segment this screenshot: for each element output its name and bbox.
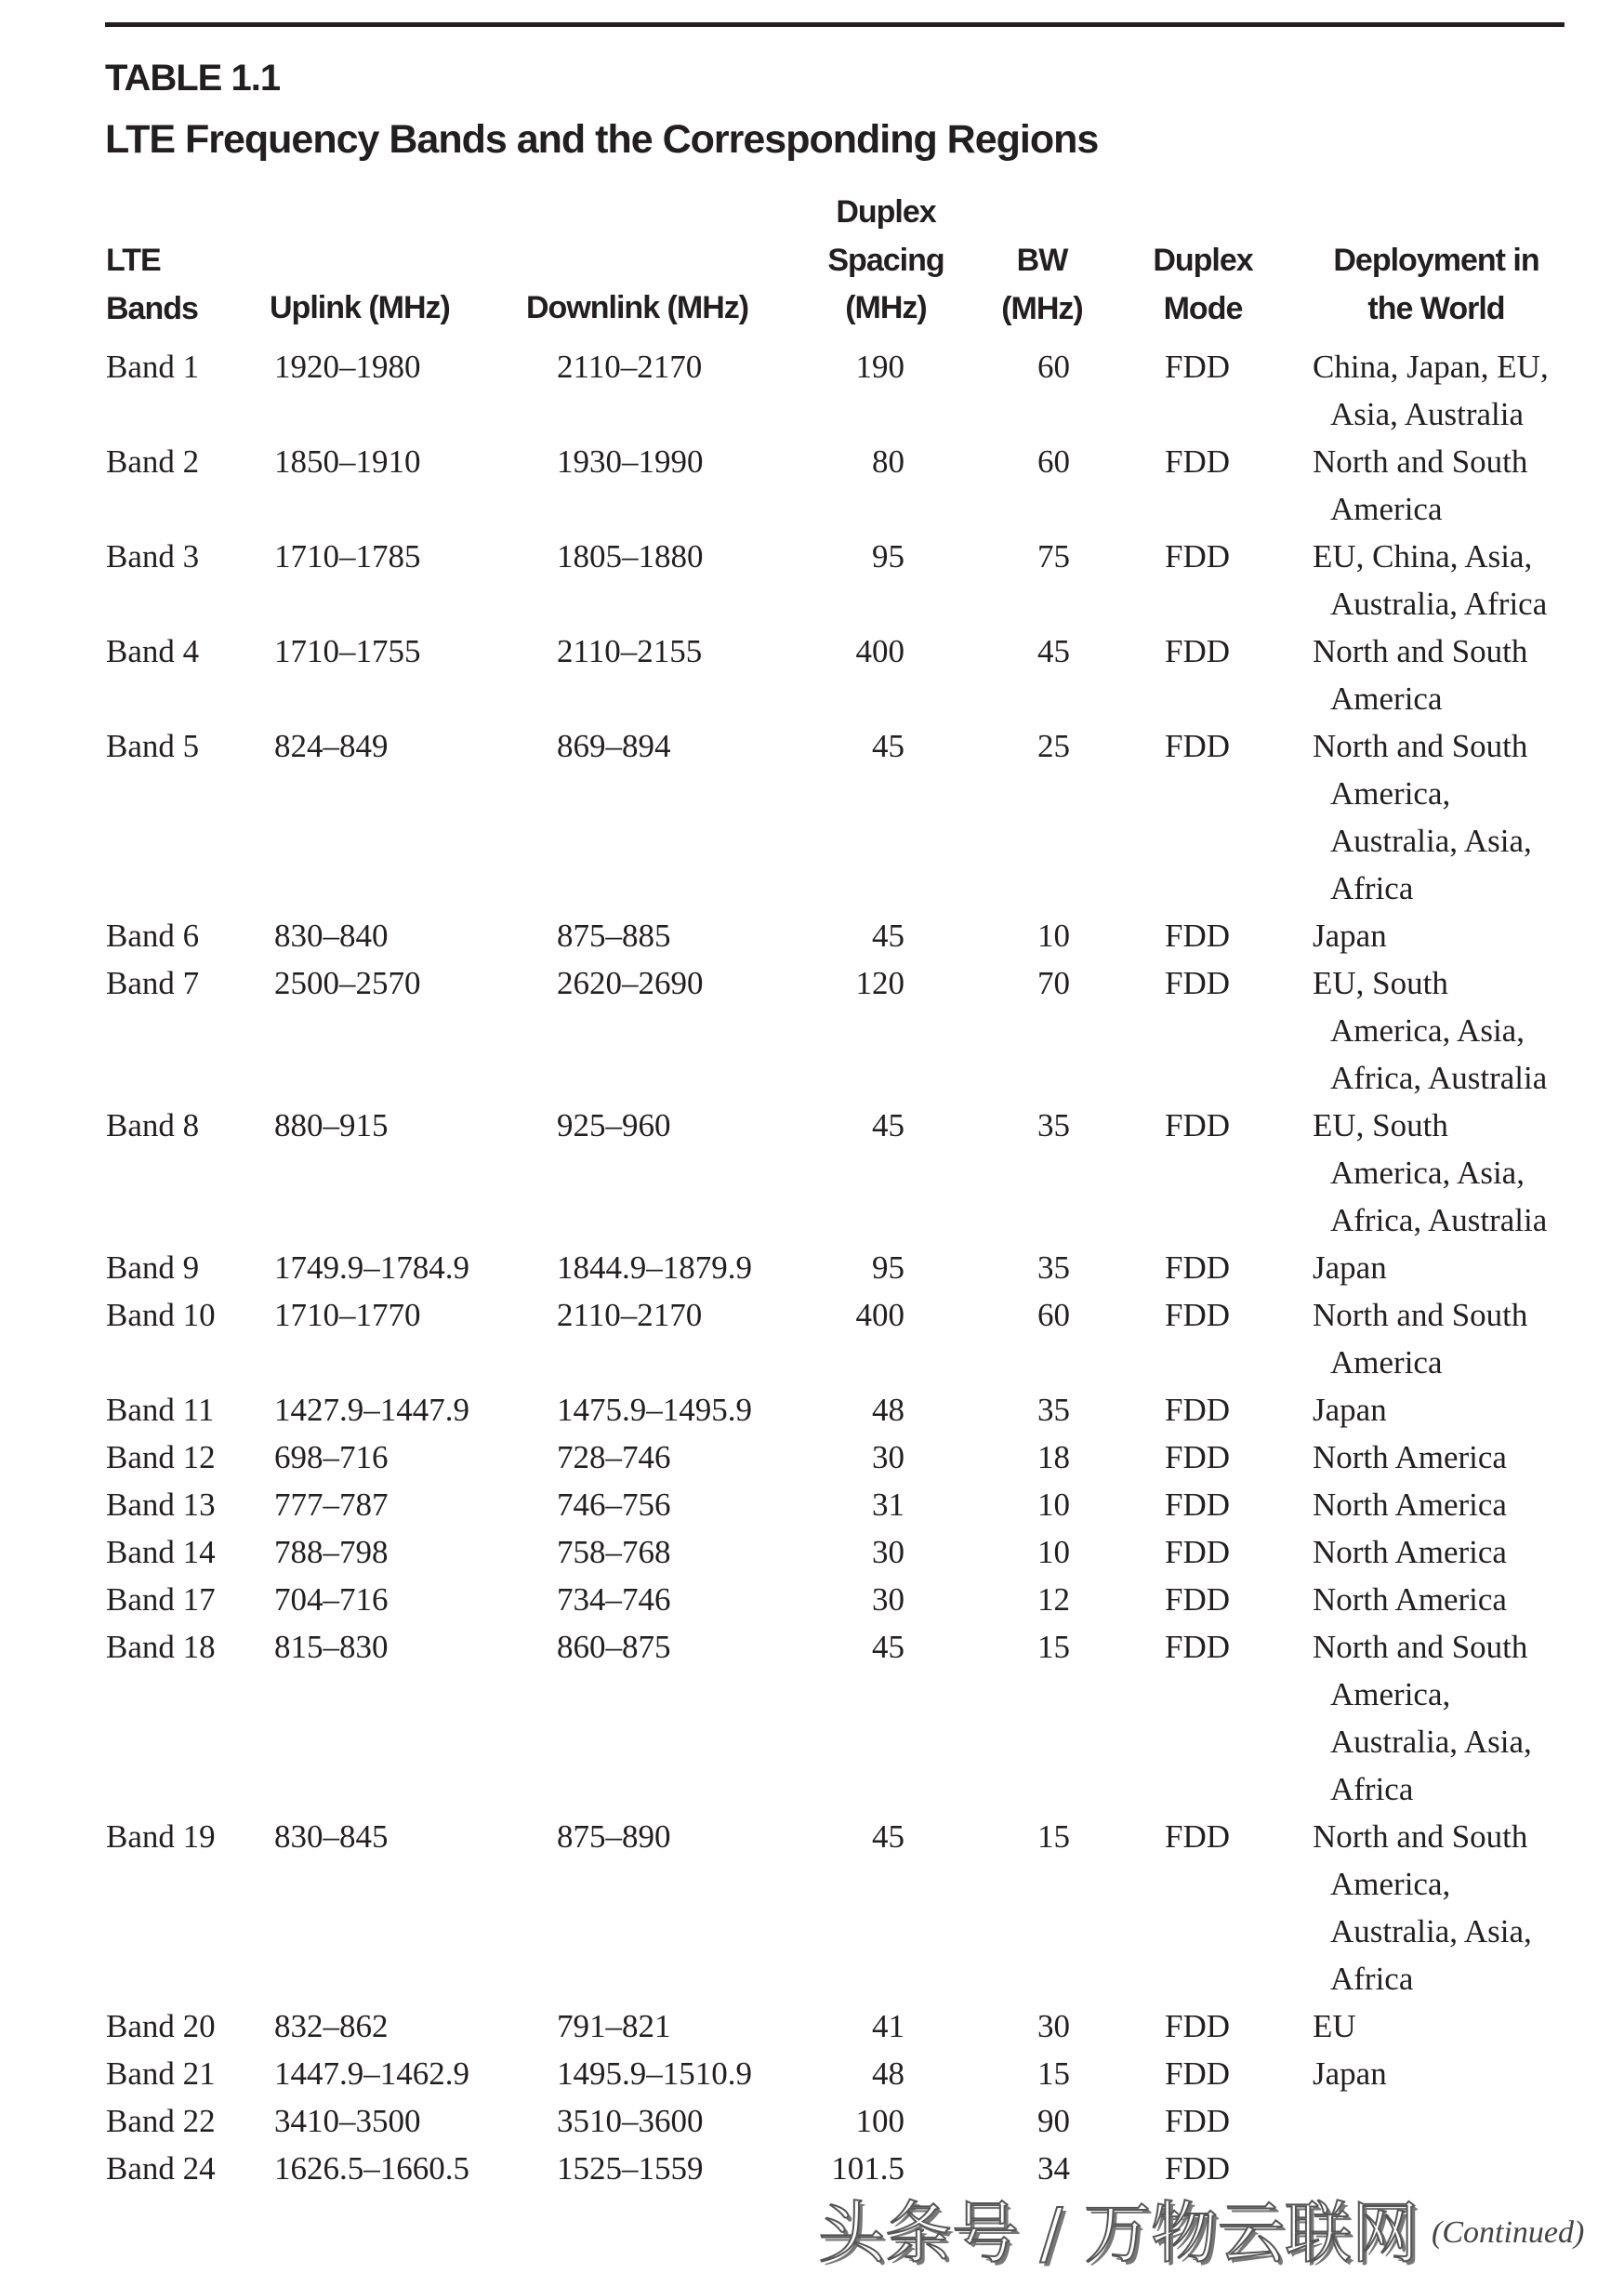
deployment-line: North America: [1313, 1534, 1507, 1570]
cell-spacing: 48: [872, 1392, 904, 1428]
cell-spacing: 190: [855, 349, 904, 385]
cell-uplink: 1447.9–1462.9: [274, 2055, 469, 2092]
cell-mode: FDD: [1165, 728, 1231, 764]
cell-band: Band 7: [106, 965, 200, 1001]
cell-band: Band 1: [106, 349, 200, 385]
cell-spacing: 400: [855, 633, 904, 669]
cell-deployment: [1313, 1481, 1624, 1528]
cell-spacing: 31: [872, 1487, 904, 1523]
cell-deployment: [1313, 2097, 1624, 2145]
deployment-line: North and South: [1313, 443, 1528, 480]
cell-mode: FDD: [1165, 2103, 1231, 2139]
cell-mode: FDD: [1165, 1439, 1231, 1475]
cell-deployment: [1313, 343, 1624, 438]
continued-note: (Continued): [1432, 2215, 1585, 2250]
cell-uplink: 1710–1785: [274, 538, 421, 575]
table-row: [0, 438, 1624, 533]
cell-downlink: 860–875: [557, 1629, 671, 1665]
cell-uplink: 2500–2570: [274, 965, 421, 1001]
cell-bw: 45: [1037, 633, 1070, 669]
cell-mode: FDD: [1165, 1629, 1231, 1665]
cell-band: Band 18: [106, 1629, 216, 1665]
table-row: [0, 2145, 1624, 2192]
deployment-line: EU, China, Asia,: [1313, 538, 1533, 575]
cell-bw: 15: [1037, 1818, 1070, 1855]
cell-bw: 75: [1037, 538, 1070, 575]
cell-deployment: [1313, 628, 1624, 722]
deployment-line: [1313, 2145, 1624, 2192]
cell-spacing: 30: [872, 1439, 904, 1475]
cell-uplink: 704–716: [274, 1581, 389, 1618]
cell-bw: 10: [1037, 1487, 1070, 1523]
deployment-line: America,: [1330, 1866, 1451, 1902]
deployment-line: Africa, Australia: [1330, 1060, 1548, 1096]
cell-mode: FDD: [1165, 1818, 1231, 1855]
cell-deployment: [1313, 1244, 1624, 1291]
cell-spacing: 30: [872, 1534, 904, 1570]
cell-downlink: 2110–2170: [557, 349, 703, 385]
table-row: [0, 2050, 1624, 2097]
deployment-line: America, Asia,: [1330, 1155, 1525, 1191]
cell-mode: FDD: [1165, 443, 1231, 480]
cell-bw: 34: [1037, 2150, 1070, 2187]
table-row: [0, 2097, 1624, 2145]
deployment-line: Japan: [1313, 1249, 1387, 1286]
header-bw-line: BW: [1016, 243, 1068, 278]
table-row: [0, 1291, 1624, 1386]
cell-spacing: 30: [872, 1581, 904, 1618]
cell-mode: FDD: [1165, 1249, 1231, 1286]
deployment-line: Africa, Australia: [1330, 1202, 1548, 1238]
cell-uplink: 698–716: [274, 1439, 389, 1475]
header-downlink: Downlink (MHz): [526, 290, 749, 325]
cell-deployment: [1313, 959, 1624, 1102]
header-deployment: [1301, 237, 1571, 333]
cell-bw: 35: [1037, 1107, 1070, 1143]
cell-downlink: 791–821: [557, 2008, 671, 2044]
header-band-line: Bands: [106, 290, 198, 326]
deployment-line: Australia, Africa: [1330, 586, 1548, 622]
header-bw: [977, 237, 1107, 333]
deployment-line: Japan: [1313, 918, 1387, 954]
cell-bw: 60: [1037, 443, 1070, 480]
cell-deployment: [1313, 1291, 1624, 1386]
deployment-line: EU: [1313, 2008, 1356, 2044]
cell-uplink: 1749.9–1784.9: [274, 1249, 469, 1286]
cell-uplink: 1626.5–1660.5: [274, 2150, 469, 2187]
cell-deployment: [1313, 1386, 1624, 1434]
cell-uplink: 815–830: [274, 1629, 389, 1665]
cell-band: Band 10: [106, 1297, 216, 1333]
cell-deployment: [1313, 1576, 1624, 1623]
cell-deployment: [1313, 1434, 1624, 1481]
cell-mode: FDD: [1165, 538, 1231, 575]
cell-bw: 10: [1037, 918, 1070, 954]
table-row: [0, 1528, 1624, 1576]
cell-spacing: 45: [872, 728, 904, 764]
cell-deployment: [1313, 2050, 1624, 2097]
cell-bw: 70: [1037, 965, 1070, 1001]
cell-uplink: 1710–1755: [274, 633, 421, 669]
cell-mode: FDD: [1165, 2150, 1231, 2187]
cell-uplink: 880–915: [274, 1107, 389, 1143]
cell-bw: 10: [1037, 1534, 1070, 1570]
cell-uplink: 1920–1980: [274, 349, 421, 385]
cell-spacing: 41: [872, 2008, 904, 2044]
cell-spacing: 95: [872, 538, 904, 575]
cell-bw: 30: [1037, 2008, 1070, 2044]
cell-band: Band 20: [106, 2008, 216, 2044]
table-row: [0, 722, 1624, 912]
cell-bw: 15: [1037, 2055, 1070, 2092]
cell-band: Band 11: [106, 1392, 215, 1428]
header-spacing-line: Spacing: [827, 242, 944, 278]
cell-deployment: [1313, 1623, 1624, 1813]
cell-bw: 25: [1037, 728, 1070, 764]
table-row: [0, 912, 1624, 959]
deployment-line: America: [1330, 1344, 1443, 1381]
cell-band: Band 21: [106, 2055, 216, 2092]
table-row: [0, 1481, 1624, 1528]
deployment-line: America,: [1330, 1676, 1451, 1712]
deployment-line: EU, South: [1313, 1107, 1448, 1143]
cell-bw: 90: [1037, 2103, 1070, 2139]
cell-deployment: [1313, 722, 1624, 912]
deployment-line: Japan: [1313, 2055, 1387, 2092]
cell-mode: FDD: [1165, 1297, 1231, 1333]
cell-spacing: 48: [872, 2055, 904, 2092]
cell-uplink: 1710–1770: [274, 1297, 421, 1333]
deployment-line: Asia, Australia: [1330, 396, 1525, 432]
deployment-line: North and South: [1313, 728, 1528, 764]
cell-band: Band 8: [106, 1107, 200, 1143]
cell-bw: 18: [1037, 1439, 1070, 1475]
header-bw-line: (MHz): [1001, 290, 1083, 326]
cell-downlink: 1805–1880: [557, 538, 704, 575]
deployment-line: North and South: [1313, 1297, 1528, 1333]
table-row: [0, 1102, 1624, 1244]
cell-deployment: [1313, 438, 1624, 533]
header-deployment-line: Deployment in: [1333, 243, 1539, 278]
cell-deployment: [1313, 1528, 1624, 1576]
header-duplex-mode: [1129, 237, 1277, 333]
cell-downlink: 746–756: [557, 1487, 671, 1523]
cell-uplink: 830–840: [274, 918, 389, 954]
cell-spacing: 100: [855, 2103, 904, 2139]
cell-bw: 60: [1037, 1297, 1070, 1333]
cell-band: Band 6: [106, 918, 200, 954]
cell-deployment: [1313, 1813, 1624, 2002]
cell-uplink: 1427.9–1447.9: [274, 1392, 469, 1428]
cell-downlink: 2620–2690: [557, 965, 704, 1001]
cell-downlink: 2110–2155: [557, 633, 703, 669]
cell-band: Band 24: [106, 2150, 216, 2187]
deployment-line: Africa: [1330, 1771, 1414, 1807]
deployment-line: China, Japan, EU,: [1313, 349, 1549, 385]
cell-mode: FDD: [1165, 918, 1231, 954]
cell-band: Band 5: [106, 728, 200, 764]
header-mode-line: Mode: [1163, 290, 1243, 326]
cell-bw: 15: [1037, 1629, 1070, 1665]
cell-uplink: 832–862: [274, 2008, 389, 2044]
cell-bw: 35: [1037, 1392, 1070, 1428]
header-band: [106, 237, 198, 333]
cell-downlink: 734–746: [557, 1581, 671, 1618]
table-row: [0, 1813, 1624, 2002]
deployment-line: Africa: [1330, 870, 1414, 906]
cell-spacing: 400: [855, 1297, 904, 1333]
cell-uplink: 824–849: [274, 728, 389, 764]
deployment-line: [1313, 2097, 1624, 2145]
cell-downlink: 1495.9–1510.9: [557, 2055, 752, 2092]
table-number: TABLE 1.1: [105, 58, 281, 99]
cell-downlink: 869–894: [557, 728, 671, 764]
cell-mode: FDD: [1165, 633, 1231, 669]
cell-uplink: 1850–1910: [274, 443, 421, 480]
cell-band: Band 12: [106, 1439, 216, 1475]
deployment-line: North America: [1313, 1487, 1507, 1523]
cell-mode: FDD: [1165, 965, 1231, 1001]
cell-mode: FDD: [1165, 2008, 1231, 2044]
cell-deployment: [1313, 2002, 1624, 2050]
cell-deployment: [1313, 1102, 1624, 1244]
deployment-line: Australia, Asia,: [1330, 1724, 1532, 1760]
cell-downlink: 1525–1559: [557, 2150, 704, 2187]
deployment-line: North and South: [1313, 633, 1528, 669]
deployment-line: America: [1330, 491, 1443, 527]
cell-uplink: 777–787: [274, 1487, 389, 1523]
cell-downlink: 728–746: [557, 1439, 671, 1475]
cell-downlink: 2110–2170: [557, 1297, 703, 1333]
deployment-line: America,: [1330, 775, 1451, 812]
table-row: [0, 1244, 1624, 1291]
cell-spacing: 45: [872, 1107, 904, 1143]
cell-band: Band 22: [106, 2103, 216, 2139]
cell-uplink: 830–845: [274, 1818, 389, 1855]
deployment-line: EU, South: [1313, 965, 1448, 1001]
deployment-line: America: [1330, 681, 1443, 717]
table-title: LTE Frequency Bands and the Corresponding Regions: [105, 117, 1099, 162]
cell-spacing: 101.5: [831, 2150, 904, 2187]
header-spacing: [812, 189, 960, 333]
cell-spacing: 95: [872, 1249, 904, 1286]
table-row: [0, 2002, 1624, 2050]
cell-mode: FDD: [1165, 1581, 1231, 1618]
table-body: [0, 343, 1624, 2192]
table-row: [0, 343, 1624, 438]
cell-uplink: 3410–3500: [274, 2103, 421, 2139]
header-spacing-line: Duplex: [836, 194, 936, 230]
cell-band: Band 3: [106, 538, 200, 575]
deployment-line: North America: [1313, 1581, 1507, 1618]
cell-mode: FDD: [1165, 1534, 1231, 1570]
cell-downlink: 925–960: [557, 1107, 671, 1143]
cell-downlink: 1475.9–1495.9: [557, 1392, 752, 1428]
table-row: [0, 628, 1624, 722]
cell-spacing: 80: [872, 443, 904, 480]
cell-band: Band 19: [106, 1818, 216, 1855]
cell-mode: FDD: [1165, 2055, 1231, 2092]
cell-downlink: 1844.9–1879.9: [557, 1249, 752, 1286]
cell-spacing: 45: [872, 1818, 904, 1855]
cell-mode: FDD: [1165, 1107, 1231, 1143]
top-rule: [105, 22, 1565, 27]
cell-deployment: [1313, 533, 1624, 628]
watermark: 头条号 / 万物云联网: [818, 2194, 1419, 2272]
header-mode-line: Duplex: [1153, 243, 1253, 278]
cell-band: Band 14: [106, 1534, 216, 1570]
cell-deployment: [1313, 912, 1624, 959]
header-spacing-line: (MHz): [845, 290, 927, 325]
cell-bw: 60: [1037, 349, 1070, 385]
cell-band: Band 2: [106, 443, 200, 480]
header-uplink: Uplink (MHz): [270, 290, 450, 325]
cell-downlink: 1930–1990: [557, 443, 704, 480]
cell-spacing: 120: [855, 965, 904, 1001]
cell-band: Band 17: [106, 1581, 216, 1618]
deployment-line: America, Asia,: [1330, 1012, 1525, 1049]
cell-band: Band 13: [106, 1487, 216, 1523]
deployment-line: North America: [1313, 1439, 1507, 1475]
table-row: [0, 1576, 1624, 1623]
cell-mode: FDD: [1165, 1487, 1231, 1523]
cell-downlink: 3510–3600: [557, 2103, 704, 2139]
deployment-line: Australia, Asia,: [1330, 1913, 1532, 1949]
table-row: [0, 959, 1624, 1102]
deployment-line: North and South: [1313, 1629, 1528, 1665]
cell-bw: 12: [1037, 1581, 1070, 1618]
table-row: [0, 533, 1624, 628]
cell-deployment: [1313, 2145, 1624, 2192]
cell-spacing: 45: [872, 1629, 904, 1665]
cell-spacing: 45: [872, 918, 904, 954]
cell-band: Band 4: [106, 633, 200, 669]
table-row: [0, 1434, 1624, 1481]
cell-mode: FDD: [1165, 349, 1231, 385]
deployment-line: Australia, Asia,: [1330, 823, 1532, 859]
cell-downlink: 758–768: [557, 1534, 671, 1570]
cell-downlink: 875–885: [557, 918, 671, 954]
cell-downlink: 875–890: [557, 1818, 671, 1855]
deployment-line: Japan: [1313, 1392, 1387, 1428]
table-row: [0, 1386, 1624, 1434]
header-band-line: LTE: [106, 243, 161, 278]
cell-uplink: 788–798: [274, 1534, 389, 1570]
table-row: [0, 1623, 1624, 1813]
header-deployment-line: the World: [1367, 290, 1505, 326]
deployment-line: Africa: [1330, 1961, 1414, 1997]
deployment-line: North and South: [1313, 1818, 1528, 1855]
cell-bw: 35: [1037, 1249, 1070, 1286]
cell-band: Band 9: [106, 1249, 200, 1286]
cell-mode: FDD: [1165, 1392, 1231, 1428]
